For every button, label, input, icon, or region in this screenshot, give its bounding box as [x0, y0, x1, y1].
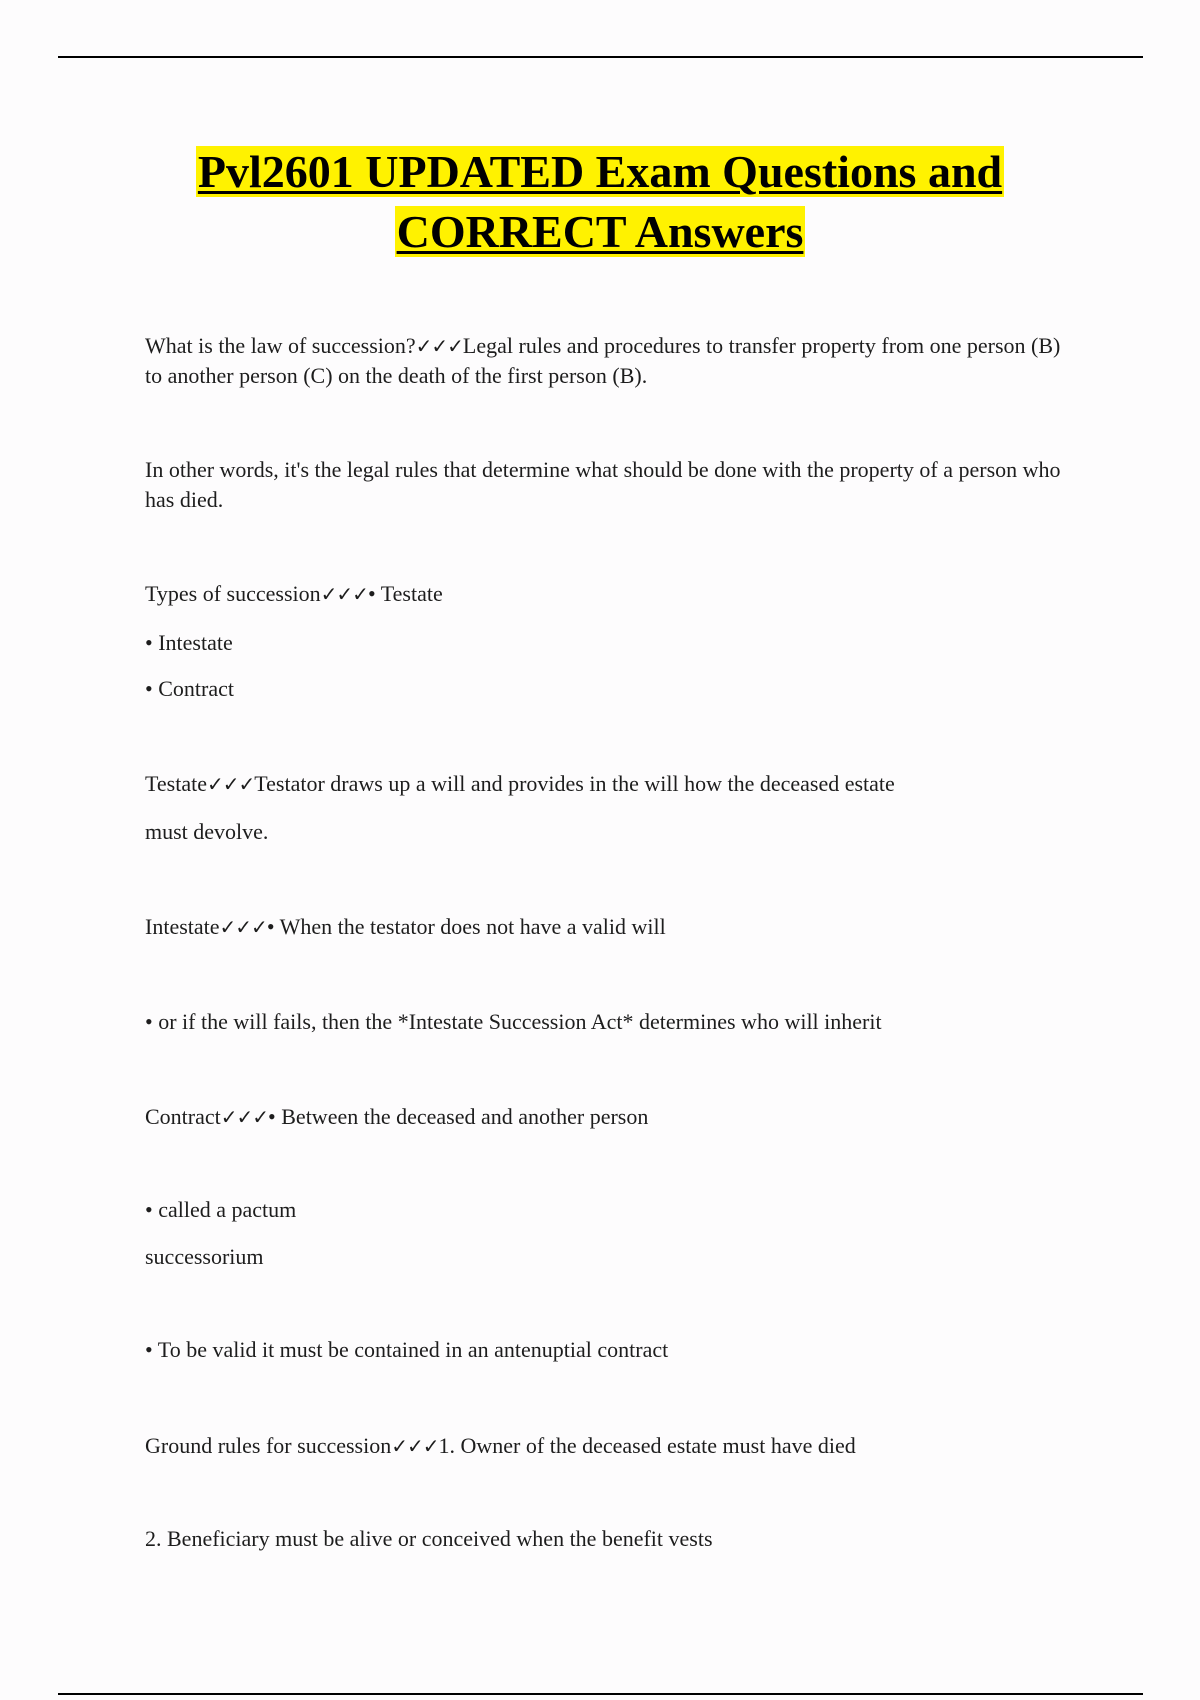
- paragraph: successorium: [145, 1244, 264, 1269]
- answer: • When the testator does not have a valid will: [266, 914, 666, 939]
- list-item: • or if the will fails, then the *Intestate Succession Act* determines who will inherit: [145, 1009, 882, 1034]
- list-item: • Contract: [145, 676, 234, 701]
- answer: • Testate: [367, 581, 443, 606]
- question: What is the law of succession?: [145, 333, 416, 358]
- answer: Testator draws up a will and provides in the will how the deceased estate: [254, 771, 895, 796]
- list-item: 2. Beneficiary must be alive or conceived when the benefit vests: [145, 1526, 713, 1551]
- qa-law-of-succession: [145, 331, 1065, 391]
- paragraph: must devolve.: [145, 819, 269, 844]
- paragraph: In other words, it's the legal rules that determine what should be done with the property of a person who has died.: [145, 457, 1061, 512]
- answer: • Between the deceased and another person: [268, 1104, 649, 1129]
- question: Intestate: [145, 914, 220, 939]
- answer: 1. Owner of the deceased estate must have died: [438, 1433, 856, 1458]
- list-item: • Intestate: [145, 630, 233, 655]
- question: Ground rules for succession: [145, 1433, 392, 1458]
- answer: Legal rules and procedures to transfer property from one person (B) to another person (C) on the death of the first person (B).: [145, 333, 1061, 388]
- checkmark-icon: ✓✓✓: [220, 1105, 269, 1129]
- qa-types-of-succession: [145, 579, 1065, 609]
- top-rule: [58, 56, 1143, 58]
- question: Types of succession: [145, 581, 321, 606]
- checkmark-icon: ✓✓✓: [206, 772, 255, 796]
- checkmark-icon: ✓✓✓: [415, 334, 463, 358]
- qa-contract: [145, 1102, 1065, 1132]
- list-item: • called a pactum: [145, 1197, 297, 1222]
- checkmark-icon: ✓✓✓: [391, 1434, 439, 1458]
- question: Testate: [145, 771, 207, 796]
- document-title: [0, 142, 1200, 262]
- list-item: • To be valid it must be contained in an antenuptial contract: [145, 1337, 669, 1362]
- qa-intestate: [145, 912, 1065, 942]
- checkmark-icon: ✓✓✓: [320, 582, 368, 606]
- title-line-2: CORRECT Answers: [396, 206, 804, 257]
- qa-testate: [145, 769, 1065, 799]
- checkmark-icon: ✓✓✓: [219, 915, 267, 939]
- qa-ground-rules: [145, 1431, 1065, 1461]
- bottom-rule: [58, 1693, 1143, 1695]
- title-line-1: Pvl2601 UPDATED Exam Questions and: [197, 146, 1003, 197]
- question: Contract: [145, 1104, 221, 1129]
